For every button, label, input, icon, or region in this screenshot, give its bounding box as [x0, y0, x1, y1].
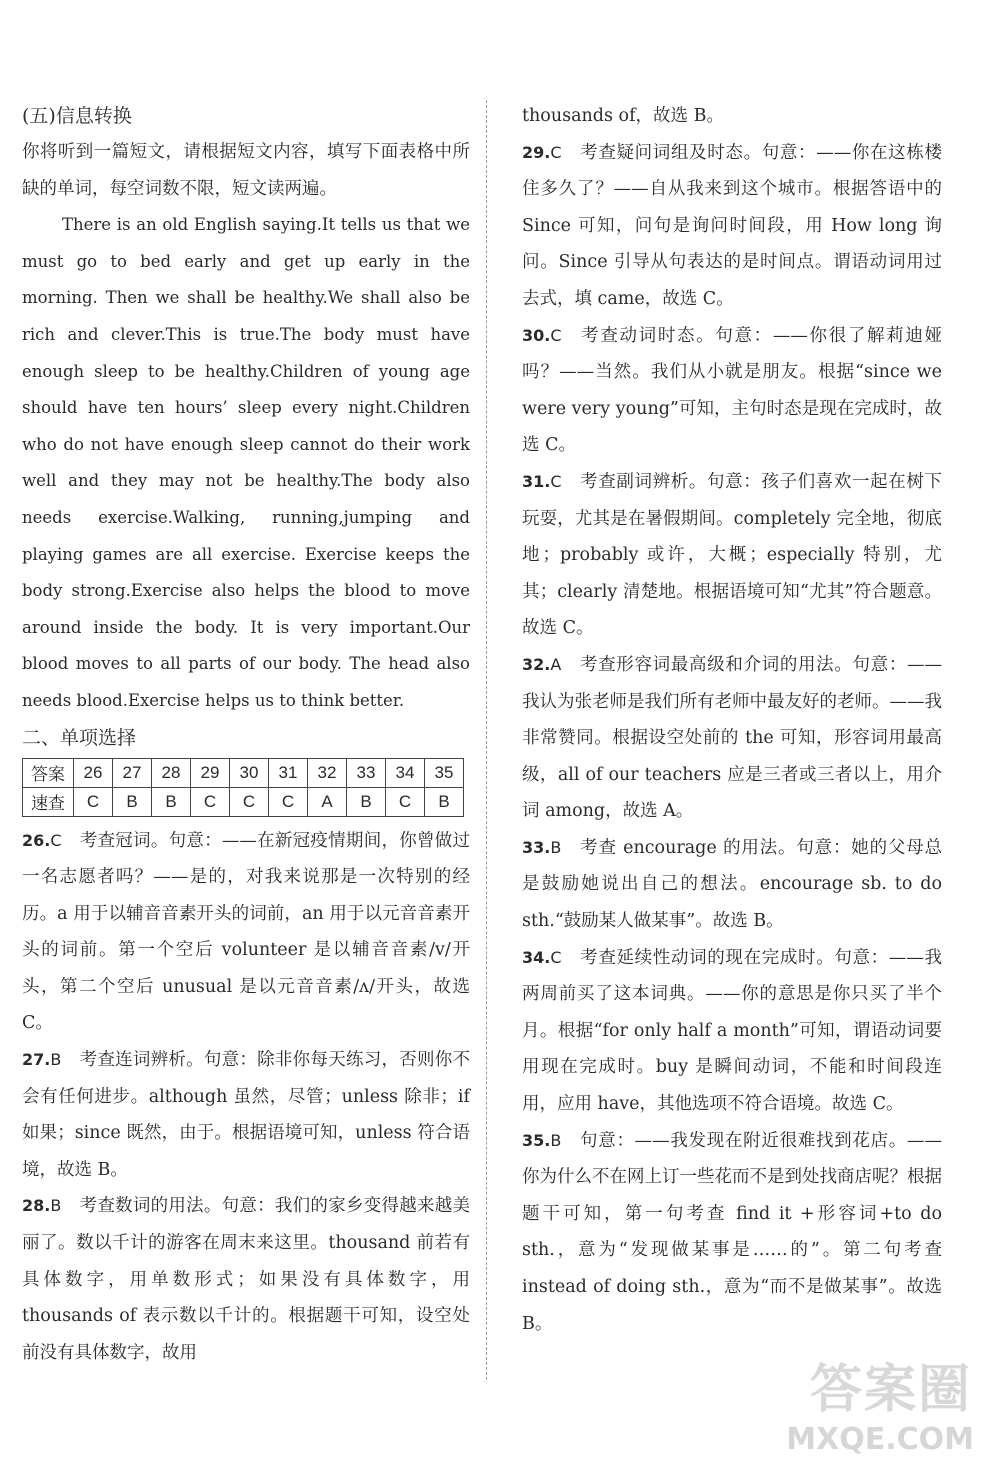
quick-table-number: 35 [425, 758, 464, 787]
answer-item [522, 464, 942, 647]
quick-table-answer: B [152, 787, 191, 816]
answer-item [522, 135, 942, 318]
answer-item [522, 830, 942, 940]
answer-quick-table [22, 758, 464, 817]
quick-table-number: 26 [74, 758, 113, 787]
answer-explanation: 考查 encourage 的用法。句意：她的父母总是鼓励她说出自己的想法。encourage sb. to do sth.“鼓励某人做某事”。故选 B。 [522, 837, 942, 932]
answer-letter: B [50, 1050, 62, 1070]
section2-title: 二、单项选择 [22, 726, 137, 749]
listening-passage: There is an old English saying.It tells us that we must go to bed early and get up early in the morning. Then we shall be healthy.We shall also be rich and clever.This is true.The body must have enough sleep to be healthy.Children of young age should have ten hours’ sleep every night.Children who do not have enough sleep cannot do their work well and they may not be healthy.The body also needs exercise.Walking, running,jumping and playing games are all exercise. Exercise keeps the body strong.Exercise also helps the blood to move around inside the body. It is very important.Our blood moves to all parts of our body. The head also needs blood.Exercise helps us to think better. [22, 215, 470, 710]
answer-explanation: 考查数词的用法。句意：我们的家乡变得越来越美丽了。数以千计的游客在周末来这里。thousand 前若有具体数字，用单数形式；如果没有具体数字，用 thousands of 表示数以千计的。根据题干可知，设空处前没有具体数字，故用 [22, 1196, 470, 1363]
quick-table-answer: C [230, 787, 269, 816]
quick-table-answer: C [191, 787, 230, 816]
column-divider [486, 100, 487, 1380]
quick-table-answer: B [425, 787, 464, 816]
quick-table-label-top: 答案 [23, 758, 74, 787]
answer-letter: C [550, 325, 562, 345]
answer-number: 27. [22, 1050, 51, 1070]
quick-table-answer-row [23, 787, 464, 816]
answer-explanation: 考查形容词最高级和介词的用法。句意：——我认为张老师是我们所有老师中最友好的老师。——我非常赞同。根据设空处前的 the 可知，形容词用最高级，all of our teachers 应是三者或三者以上，用介词 among，故选 A。 [522, 654, 942, 822]
answer-explanation: 考查动词时态。句意：——你很了解莉迪娅吗？——当然。我们从小就是朋友。根据“since we were very young”可知，主句时态是现在完成时，故选 C。 [522, 325, 942, 456]
section5-instructions: 你将听到一篇短文，请根据短文内容，填写下面表格中所缺的单词，每空词数不限，短文读两遍。 [22, 142, 470, 199]
site-watermark [782, 1347, 982, 1457]
quick-table-number: 33 [347, 758, 386, 787]
answer-letter: C [550, 471, 562, 491]
quick-table-number: 27 [113, 758, 152, 787]
quick-table-number: 29 [191, 758, 230, 787]
quick-table-answer: B [347, 787, 386, 816]
answer-number: 32. [522, 654, 551, 674]
left-column [22, 98, 470, 1371]
quick-table-answer: C [74, 787, 113, 816]
answer-explanation: 考查连词辨析。句意：除非你每天练习，否则你不会有任何进步。although 虽然，尽管；unless 除非；if 如果；since 既然，由于。根据语境可知，unless 符合语境，故选 B。 [22, 1050, 470, 1180]
answer-letter: B [550, 1130, 562, 1150]
answer-item [522, 318, 942, 464]
quick-table-number-row [23, 758, 464, 787]
answer-item [522, 940, 942, 1123]
answer-number: 29. [522, 142, 551, 162]
answer-number: 26. [22, 830, 51, 850]
quick-table-answer: A [308, 787, 347, 816]
quick-table-number: 30 [230, 758, 269, 787]
quick-table-answer: B [113, 787, 152, 816]
answer-number: 28. [22, 1196, 51, 1216]
answer-item [22, 1188, 470, 1371]
answer-continuation: thousands of，故选 B。 [522, 106, 724, 126]
answer-explanation: 考查延续性动词的现在完成时。句意：——我两周前买了这本词典。——你的意思是你只买了半个月。根据“for only half a month”可知，谓语动词要用现在完成时。buy 是瞬间动词，不能和时间段连用，应用 have，其他选项不符合语境。故选 C。 [522, 947, 942, 1115]
answer-letter: B [550, 837, 562, 857]
answer-letter: C [50, 830, 62, 850]
answer-letter: C [550, 142, 562, 162]
quick-table-label-bottom: 速查 [23, 787, 74, 816]
section5-title: (五)信息转换 [22, 105, 132, 127]
quick-table-answer: C [386, 787, 425, 816]
answer-explanation: 考查疑问词组及时态。句意：——你在这栋楼住多久了？——自从我来到这个城市。根据答语中的 Since 可知，问句是询问时间段，用 How long 询问。Since 引导从句表达的是时间点。谓语动词用过去式，填 came，故选 C。 [522, 142, 942, 309]
answer-item [522, 1123, 942, 1343]
watermark-logo-text: 答案圈 [809, 1360, 972, 1420]
quick-table-number: 32 [308, 758, 347, 787]
answer-number: 33. [522, 837, 551, 857]
answer-explanation: 句意：——我发现在附近很难找到花店。——你为什么不在网上订一些花而不是到处找商店呢？根据题干可知，第一句考查 find it +形容词+to do sth.，意为“发现做某事是……的”。第二句考查 instead of doing sth.，意为“而不是做某事”。故选 B。 [522, 1130, 942, 1334]
answer-letter: C [550, 947, 562, 967]
answer-number: 35. [522, 1130, 551, 1150]
answer-item [22, 823, 470, 1043]
quick-table-number: 31 [269, 758, 308, 787]
answer-number: 30. [522, 325, 551, 345]
answer-item [522, 647, 942, 830]
answer-explanation: 考查冠词。句意：——在新冠疫情期间，你曾做过一名志愿者吗？——是的，对我来说那是一次特别的经历。a 用于以辅音音素开头的词前，an 用于以元音音素开头的词前。第一个空后 volunteer 是以辅音音素/v/开头，第二个空后 unusual 是以元音音素/ʌ/开头，故选 C。 [22, 830, 470, 1034]
quick-table-number: 28 [152, 758, 191, 787]
quick-table-answer: C [269, 787, 308, 816]
quick-table-number: 34 [386, 758, 425, 787]
right-column [522, 98, 942, 1342]
answer-number: 31. [522, 471, 551, 491]
answer-item [22, 1042, 470, 1188]
answer-explanation: 考查副词辨析。句意：孩子们喜欢一起在树下玩耍，尤其是在暑假期间。completely 完全地，彻底地；probably 或许，大概；especially 特别，尤其；clearly 清楚地。根据语境可知“尤其”符合题意。故选 C。 [522, 471, 942, 639]
watermark-url: MXQE.COM [786, 1422, 974, 1457]
answer-letter: B [50, 1196, 62, 1216]
answer-number: 34. [522, 947, 551, 967]
answer-letter: A [550, 654, 562, 674]
